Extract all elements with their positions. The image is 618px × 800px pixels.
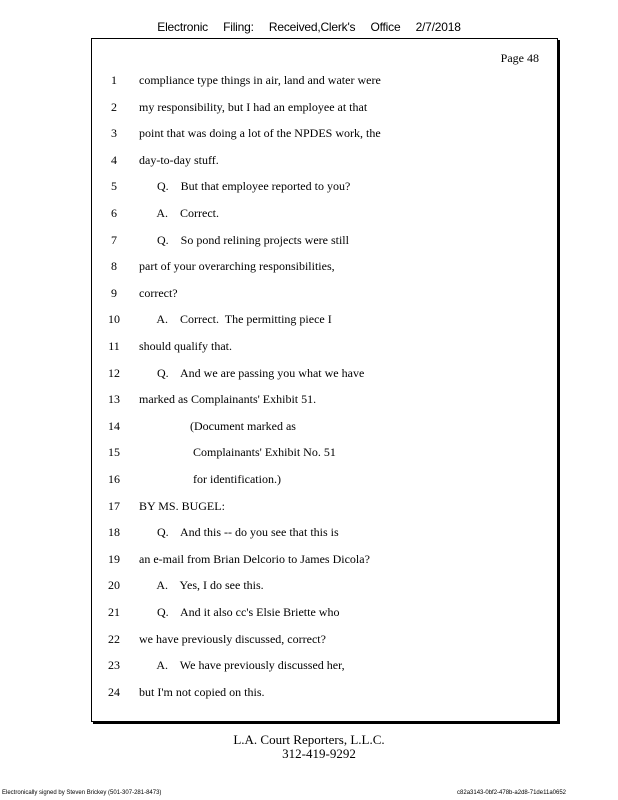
transcript-line xyxy=(92,605,552,625)
line-number: 23 xyxy=(108,658,120,673)
transcript-line xyxy=(92,233,552,253)
transcript-page xyxy=(91,38,558,722)
transcript-line xyxy=(92,685,552,705)
line-text: part of your overarching responsibilities, xyxy=(139,259,335,274)
line-number: 16 xyxy=(108,472,120,486)
transcript-line xyxy=(92,632,552,652)
line-number: 17 xyxy=(108,498,120,513)
line-text: BY MS. BUGEL: xyxy=(139,498,225,513)
transcript-line xyxy=(92,658,552,678)
line-text: Q. So pond relining projects were still xyxy=(139,232,349,247)
line-text: but I'm not copied on this. xyxy=(139,684,265,699)
line-number: 10 xyxy=(108,312,120,327)
line-text: an e-mail from Brian Delcorio to James Dicola? xyxy=(139,551,370,566)
transcript-line xyxy=(92,259,552,279)
line-number: 4 xyxy=(111,152,117,167)
header-received: Received,Clerk's xyxy=(268,20,356,34)
line-number: 20 xyxy=(108,578,120,593)
line-text: marked as Complainants' Exhibit 51. xyxy=(139,392,317,407)
transcript-line xyxy=(92,100,552,120)
line-number: 12 xyxy=(108,365,120,380)
line-text: A. We have previously discussed her, xyxy=(139,658,345,673)
line-number: 7 xyxy=(111,232,117,247)
line-text: A. Correct. xyxy=(139,206,219,220)
line-number: 19 xyxy=(108,551,120,566)
filing-stamp-header xyxy=(0,20,618,34)
line-text: Q. And this -- do you see that this is xyxy=(139,525,339,540)
line-text: Q. And it also cc's Elsie Briette who xyxy=(139,605,340,619)
transcript-line xyxy=(92,366,552,386)
transcript-line xyxy=(92,552,552,572)
line-number: 18 xyxy=(108,525,120,540)
line-number: 3 xyxy=(111,126,117,141)
line-text: Q. And we are passing you what we have xyxy=(139,365,365,380)
line-number: 1 xyxy=(111,73,117,87)
page-number: Page 48 xyxy=(500,51,539,65)
transcript-line xyxy=(92,392,552,412)
transcript-line xyxy=(92,445,552,465)
transcript-line xyxy=(92,578,552,598)
line-number: 22 xyxy=(108,631,120,646)
line-number: 8 xyxy=(111,259,117,274)
transcript-line xyxy=(92,179,552,199)
line-number: 9 xyxy=(111,285,117,300)
line-number: 6 xyxy=(111,206,117,220)
transcript-line xyxy=(92,73,552,93)
line-number: 14 xyxy=(108,418,120,433)
line-number: 5 xyxy=(111,179,117,194)
line-text: point that was doing a lot of the NPDES work, the xyxy=(139,126,381,141)
header-filing: Filing: xyxy=(223,20,254,34)
line-text: Q. But that employee reported to you? xyxy=(139,179,351,194)
signature-note: Electronically signed by Steven Brickey (501-307-281-8473) xyxy=(2,790,162,796)
line-text: correct? xyxy=(139,285,178,300)
transcript-line xyxy=(92,206,552,226)
transcript-line xyxy=(92,126,552,146)
line-text: my responsibility, but I had an employee at that xyxy=(139,99,368,114)
line-text: compliance type things in air, land and water were xyxy=(139,73,381,87)
header-office: Office xyxy=(370,20,401,34)
transcript-line xyxy=(92,499,552,519)
footer-company: L.A. Court Reporters, L.L.C. xyxy=(233,732,385,747)
line-text: for identification.) xyxy=(139,472,281,486)
header-date: 2/7/2018 xyxy=(415,20,461,34)
line-text: day-to-day stuff. xyxy=(139,152,219,167)
line-text: A. Yes, I do see this. xyxy=(139,578,264,593)
transcript-line xyxy=(92,286,552,306)
line-number: 2 xyxy=(111,99,117,114)
transcript-line xyxy=(92,339,552,359)
line-text: should qualify that. xyxy=(139,339,232,353)
line-number: 24 xyxy=(108,684,120,699)
line-number: 21 xyxy=(108,605,120,619)
footer-phone: 312-419-9292 xyxy=(282,746,356,761)
transcript-line xyxy=(92,153,552,173)
line-text: (Document marked as xyxy=(139,418,296,433)
line-number: 13 xyxy=(108,392,120,407)
transcript-line xyxy=(92,312,552,332)
transcript-line xyxy=(92,525,552,545)
line-number: 11 xyxy=(108,339,120,353)
header-electronic: Electronic xyxy=(157,20,208,34)
line-text: we have previously discussed, correct? xyxy=(139,631,326,646)
line-text: Complainants' Exhibit No. 51 xyxy=(139,445,336,460)
transcript-line xyxy=(92,419,552,439)
document-id: c82a3143-0bf2-478b-a2d8-71de11a0652 xyxy=(457,790,566,796)
line-number: 15 xyxy=(108,445,120,460)
transcript-line xyxy=(92,472,552,492)
line-text: A. Correct. The permitting piece I xyxy=(139,312,332,327)
